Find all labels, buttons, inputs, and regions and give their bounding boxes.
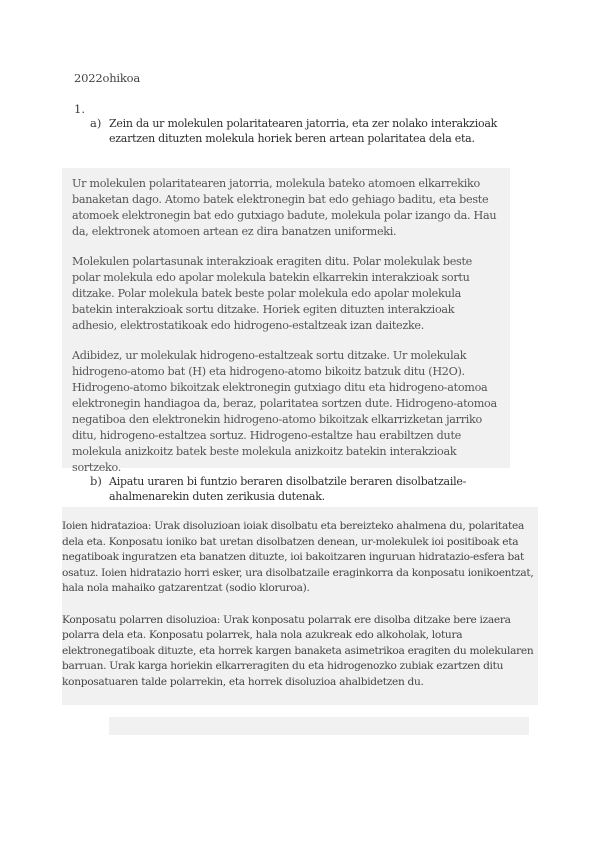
empty-answer-block (109, 717, 529, 735)
answer-b-block (62, 507, 538, 705)
question-a-text: Zein da ur molekulen polaritatearen jatorria, eta zer nolako interakzioak ezartzen dituzten molekula horiek beren artean polaritatea dela eta. (109, 117, 498, 145)
exam-date: 2022ohikoa (74, 71, 141, 85)
question-b-label: b) (90, 474, 102, 488)
answer-a-block (62, 168, 510, 474)
question-number: 1. (74, 102, 85, 116)
question-b-text: Aipatu uraren bi funtzio beraren disolbatzile beraren disolbatzaile-ahalmenarekin duten zerikusia dutenak. (109, 475, 467, 503)
question-a-label: a) (90, 116, 102, 130)
answer-b-paragraph: Konposatu polarren disoluzioa: Urak konposatu polarrak ere disolba ditzake bere izaera polarra dela eta. Konposatu polarrek, hala nola azukreak edo alkoholak, lotura elektronegatiboak dituzte, eta horrek kargen banaketa asimetrikoa eragiten du molekularen barruan. Urak karga horiekin elkarreragiten du eta hidrogenozko zubiak ezartzen ditu konposatuaren talde polarrekin, eta horrek disoluzioa ahalbidetzen du. (62, 613, 534, 688)
answer-a-paragraph: Molekulen polartasunak interakzioak eragiten ditu. Polar molekulak beste polar molekula edo apolar molekula batekin elkarrekin interakzioak sortu ditzake. Polar molekula batek beste polar molekula edo apolar molekula batekin interakzioak sortu ditzake. Horiek egiten dituzten interakzioak adhesio, elektrostatikoak edo hidrogeno-estaltzeak izan daitezke. (72, 255, 472, 332)
answer-a-paragraph: Ur molekulen polaritatearen jatorria, molekula bateko atomoen elkarrekiko banaketan dago. Atomo batek elektronegin bat edo gehiago baditu, eta beste atomoek elektronegin bat edo gutxiago badute, molekula polar izango da. Hau da, elektronek atomoen artean ez dira banatzen uniformeki. (72, 177, 497, 238)
answer-b-paragraph: Ioien hidratazioa: Urak disoluzioan ioiak disolbatu eta bereizteko ahalmena du, polaritatea dela eta. Konposatu ioniko bat uretan disolbatzen denean, ur-molekulek ioi positiboak eta negatiboak inguratzen eta banatzen dituzte, ioi bakoitzaren inguruan hidratazio-esfera bat osatuz. Ioien hidratazio horri esker, ura disolbatzaile eraginkorra da konposatu ionikoentzat, hala nola mahaiko gatzarentzat (sodio kloruroa). (62, 520, 534, 594)
answer-a-paragraph: Adibidez, ur molekulak hidrogeno-estaltzeak sortu ditzake. Ur molekulak hidrogeno-atomo bat (H) eta hidrogeno-atomo bikoitz batzuk ditu (H2O). Hidrogeno-atomo bikoitzak elektronegin gutxiago ditu eta hidrogeno-atomoa elektronegin handiagoa da, beraz, polaritatea sortzen dute. Hidrogeno-atomoa negatiboa den elektronekin hidrogeno-atomo bikoitzak elkarrizketan jarriko ditu, hidrogeno-estaltzea sortuz. Hidrogeno-estaltze hau erabiltzen dute molekula anizkoitz batek beste molekula anizkoitz batekin interakzioak sortzeko. (72, 349, 497, 474)
